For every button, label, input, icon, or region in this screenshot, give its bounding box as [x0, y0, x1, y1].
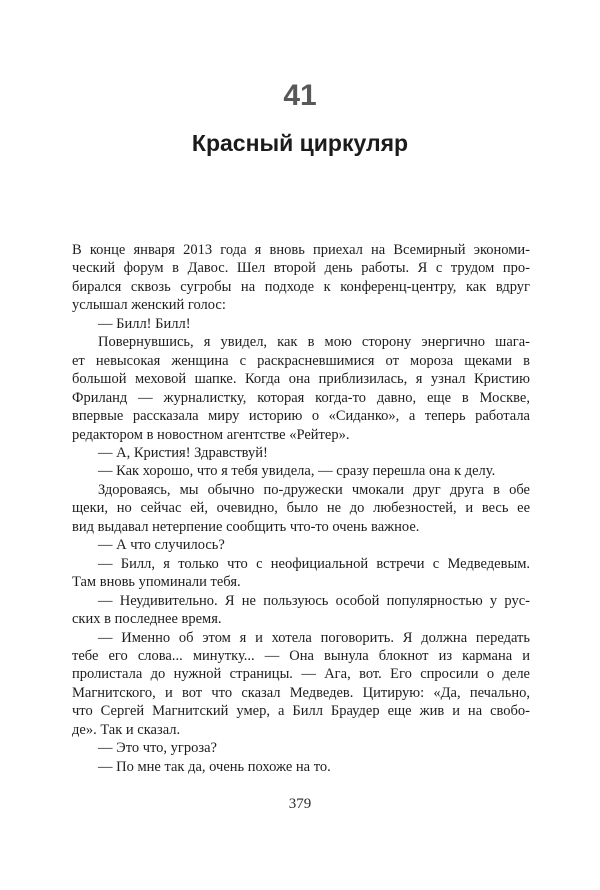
paragraph [72, 536, 530, 554]
paragraph [72, 481, 530, 536]
paragraph [72, 739, 530, 757]
text-line: пролистала до нужной страницы. — Ага, вот. Его спросили о деле [72, 666, 530, 683]
text-line: услышал женский голос: [72, 297, 226, 314]
text-line: щеки, но сейчас ей, очевидно, было не до любезностей, и весь ее [72, 500, 530, 517]
paragraph [72, 758, 530, 776]
text-line: де». Так и сказал. [72, 721, 181, 738]
text-line: — Это что, угроза? [98, 740, 217, 757]
paragraph [72, 333, 530, 444]
text-line: — По мне так да, очень похоже на то. [98, 758, 331, 775]
text-line: вид выдавал нетерпение сообщить что-то очень важное. [72, 518, 420, 535]
text-line: тебе его слова... минутку... — Она вынула блокнот из кармана и [72, 647, 530, 664]
text-line: Повернувшись, я увидел, как в мою сторону энергично шага- [98, 334, 530, 351]
body-text [72, 241, 530, 776]
text-line: В конце января 2013 года я вновь приехал на Всемирный экономи- [72, 242, 530, 258]
text-line: — А, Кристия! Здравствуй! [98, 444, 268, 461]
paragraph [72, 629, 530, 740]
text-line: — Как хорошо, что я тебя увидела, — сразу перешла она к делу. [98, 463, 496, 480]
text-line: Магнитского, и вот что сказал Медведев. Цитирую: «Да, печально, [72, 684, 530, 701]
text-line: — Билл, я только что с неофициальной встречи с Медведевым. [98, 555, 530, 572]
page-number: 379 [288, 796, 312, 812]
text-line: — Билл! Билл! [98, 315, 191, 332]
chapter-number: 41 [283, 79, 317, 112]
text-line: — Неудивительно. Я не пользуюсь особой популярностью у рус- [98, 592, 530, 609]
text-line: Фриланд — журналистку, которая когда-то давно, еще в Москве, [72, 389, 530, 406]
paragraph [72, 592, 530, 629]
text-line: ет невысокая женщина с раскрасневшимися от мороза щеками в [72, 352, 530, 369]
text-line: большой меховой шапке. Когда она приблизилась, я узнал Кристию [72, 371, 530, 388]
text-line: ческий форум в Давос. Шел второй день работы. Я с трудом про- [72, 260, 530, 277]
paragraph [72, 555, 530, 592]
text-line: — А что случилось? [98, 537, 225, 554]
text-line: редактором в новостном агентстве «Рейтер». [72, 426, 350, 443]
paragraph [72, 444, 530, 462]
paragraph [72, 315, 530, 333]
chapter-title: Красный циркуляр [191, 130, 409, 156]
paragraph [72, 462, 530, 480]
text-line: Здороваясь, мы обычно по-дружески чмокали друг друга в обе [98, 481, 530, 498]
paragraph [72, 241, 530, 315]
text-line: ских в последнее время. [72, 611, 222, 628]
text-line: впервые рассказала миру историю о «Сиданко», а теперь работала [72, 408, 530, 425]
text-line: — Именно об этом я и хотела поговорить. Я должна передать [98, 629, 530, 646]
text-line: что Сергей Магнитский умер, а Билл Браудер еще жив и на свобо- [72, 703, 530, 720]
text-line: Там вновь упоминали тебя. [72, 574, 241, 591]
text-line: бирался сквозь сугробы на подходе к конференц-центру, как вдруг [72, 278, 530, 295]
